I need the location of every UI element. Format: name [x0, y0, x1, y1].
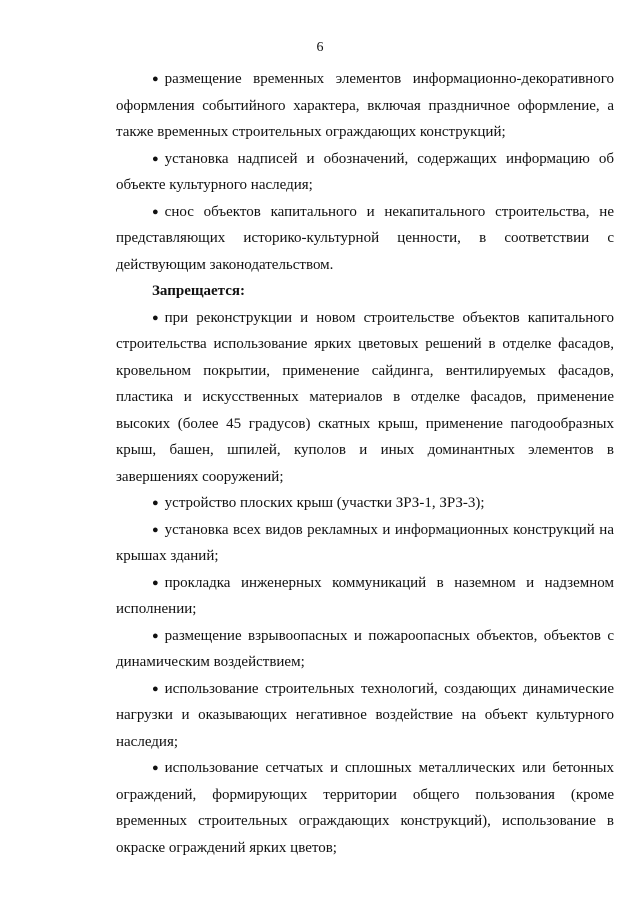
bullet-icon: ●: [152, 73, 159, 85]
list-item-text: устройство плоских крыш (участки ЗРЗ-1, ЗРЗ-3);: [164, 495, 485, 511]
list-item-text: установка всех видов рекламных и информационных конструкций на крышах зданий;: [116, 521, 614, 564]
list-item-text: при реконструкции и новом строительстве объектов капитального строительства использование ярких цветовых решений в отделке фасадов, кровельном покрытии, применение сайдинга, вентилируемых фасадов, пластика и искусственных материалов в отделке фасадов, применение высоких (более 45 градусов) скатных крыш, применение пагодообразных крыш, башен, шпилей, куполов и иных доминантных элементов в завершениях сооружений;: [116, 309, 614, 485]
bullet-icon: ●: [152, 497, 159, 509]
list-item-text: снос объектов капитального и некапитального строительства, не представляющих историко-культурной ценности, в соответствии с действующим законодательством.: [116, 203, 614, 273]
bullet-icon: ●: [152, 682, 159, 695]
list-item: [116, 755, 614, 861]
list-item: [116, 199, 614, 279]
list-item: [116, 146, 614, 199]
list-item: [116, 570, 614, 623]
list-item-text: использование строительных технологий, создающих динамические нагрузки и оказывающих негативное воздействие на объект культурного наследия;: [116, 680, 614, 750]
bullet-icon: ●: [152, 523, 159, 536]
list-item: [116, 490, 614, 517]
bullet-icon: ●: [152, 311, 159, 324]
list-item: [116, 623, 614, 676]
list-item-text: размещение взрывоопасных и пожароопасных объектов, объектов с динамическим воздействием;: [116, 627, 614, 670]
bullet-icon: ●: [152, 152, 159, 165]
bullet-icon: ●: [152, 205, 159, 218]
list-item: [116, 305, 614, 491]
document-body: [116, 66, 614, 861]
page-number: 6: [316, 40, 324, 55]
list-item-text: размещение временных элементов информационно-декоративного оформления событийного характера, включая праздничное оформление, а также временных строительных ограждающих конструкций;: [116, 71, 614, 140]
list-item-text: прокладка инженерных коммуникаций в наземном и надземном исполнении;: [116, 574, 614, 617]
section-heading: Запрещается:: [152, 283, 246, 299]
bullet-icon: ●: [152, 762, 159, 774]
list-item: [116, 676, 614, 756]
bullet-icon: ●: [152, 576, 159, 589]
list-item: [116, 517, 614, 570]
list-item-text: установка надписей и обозначений, содержащих информацию об объекте культурного наследия;: [116, 150, 614, 193]
list-item: [116, 66, 614, 146]
bullet-icon: ●: [152, 629, 159, 642]
list-item-text: использование сетчатых и сплошных металлических или бетонных ограждений, формирующих территории общего пользования (кроме временных строительных ограждающих конструкций), использование в окраске ограждений ярких цветов;: [116, 760, 614, 856]
